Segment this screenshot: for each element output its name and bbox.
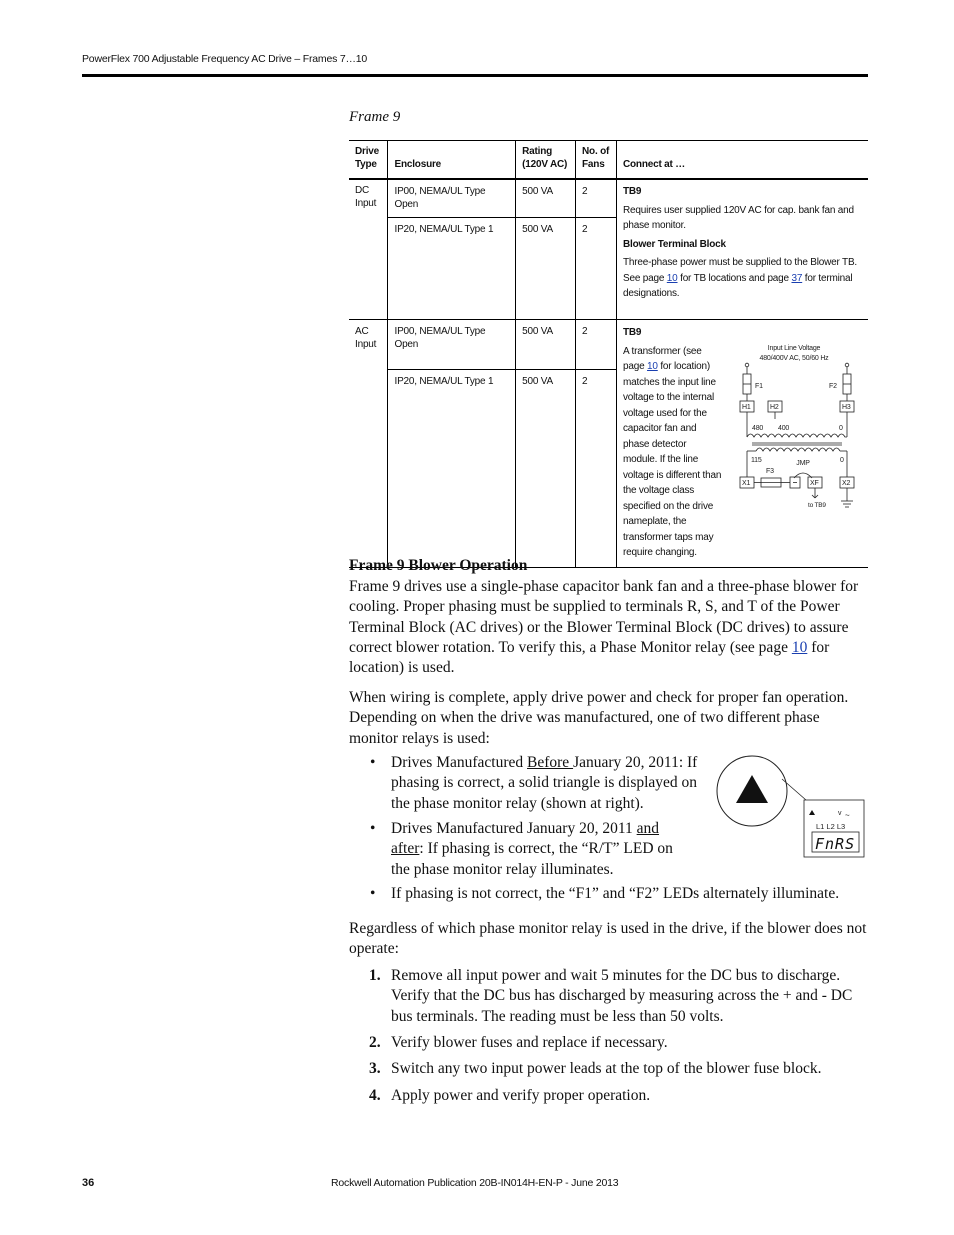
connect-ac: [617, 320, 869, 568]
table-row: [349, 320, 868, 370]
fans-cell: 2: [576, 218, 617, 320]
terminal-left: [745, 363, 749, 367]
table-header-row: [349, 141, 868, 180]
relay-display-text: FnRS: [815, 835, 856, 853]
rating-cell: 500 VA: [516, 369, 576, 567]
label-f1: F1: [755, 382, 763, 390]
col-connect: Connect at …: [617, 141, 869, 180]
transformer-wiring-diagram: [734, 341, 862, 513]
step-number: 3.: [369, 1060, 381, 1077]
step-number: 2.: [369, 1034, 381, 1051]
phase-monitor-relay-illustration: [716, 755, 868, 861]
tb9-label: TB9: [623, 327, 642, 338]
label-x2: X2: [842, 479, 851, 487]
tb9-label: TB9: [623, 186, 642, 197]
col-rating: Rating (120V AC): [516, 141, 576, 180]
jmp-label: JMP: [796, 459, 810, 467]
frame-caption: Frame 9: [349, 109, 401, 125]
page-number: 36: [82, 1177, 95, 1189]
step-text: Remove all input power and wait 5 minutes for the DC bus to discharge. Verify that the DC bus has discharged by measuring across the + and - DC bus terminals. The reading must be less than 50 volts.: [391, 967, 853, 1025]
label-f3: F3: [766, 467, 774, 475]
drive-type-dc: DC Input: [349, 179, 388, 320]
enclosure-cell: IP20, NEMA/UL Type 1: [388, 369, 516, 567]
ac-symbol-icon: ~: [845, 811, 850, 820]
bullet-dot: •: [370, 820, 376, 837]
diagram-title-1: Input Line Voltage: [767, 344, 821, 352]
frame9-fan-table: [349, 140, 868, 568]
col-enclosure: Enclosure: [388, 141, 516, 180]
section-title: Frame 9 Blower Operation: [349, 557, 528, 574]
table-row: [349, 179, 868, 218]
col-fans: No. of Fans: [576, 141, 617, 180]
transformer-text: A transformer (see page 10 for location) matches the input line voltage to the internal voltage used for the capacitor fan and phase detector module. If the line voltage is different than the voltage class specified on the drive nameplate, the transformer taps may require changing.: [623, 345, 722, 558]
step-number: 1.: [369, 967, 381, 984]
fans-cell: 2: [576, 179, 617, 218]
label-h2: H2: [770, 403, 779, 411]
page-link[interactable]: 10: [791, 638, 808, 656]
blower-tb-title: Blower Terminal Block: [623, 238, 726, 250]
page-link[interactable]: 10: [647, 361, 658, 372]
paragraph-blower-intro: Frame 9 drives use a single-phase capacitor bank fan and a three-phase blower for cooling. Proper phasing must be supplied to terminals R, S, and T of the Power Terminal Block (AC drives) or the Blower Terminal Block (DC drives) to assure correct blower rotation. To verify this, a Phase Monitor relay (see page 10 for location) is used.: [349, 578, 859, 677]
primary-winding: [747, 434, 847, 437]
bullet-dot: •: [370, 885, 376, 902]
fans-cell: 2: [576, 369, 617, 567]
relay-phase-labels: L1 L2 L3: [816, 822, 846, 831]
rating-cell: 500 VA: [516, 179, 576, 218]
bullet-dot: •: [370, 754, 376, 771]
label-h1: H1: [742, 403, 751, 411]
enclosure-cell: IP00, NEMA/UL Type Open: [388, 179, 516, 218]
page-link[interactable]: 37: [791, 272, 803, 284]
tap-480: 480: [752, 424, 764, 432]
drive-type-ac: AC Input: [349, 320, 388, 568]
tb9-text: Requires user supplied 120V AC for cap. bank fan and phase monitor.: [623, 204, 854, 231]
blower-tb-text: Three-phase power must be supplied to the Blower TB. See page 10 for TB locations and page 37 for terminal designations.: [623, 257, 857, 299]
paragraph-regardless: Regardless of which phase monitor relay is used in the drive, if the blower does not operate:: [349, 920, 867, 958]
secondary-winding: [756, 448, 840, 451]
label-xf: XF: [810, 479, 819, 487]
col-drive-type: Drive Type: [349, 141, 388, 180]
step-text: Switch any two input power leads at the top of the blower fuse block.: [391, 1060, 822, 1077]
tap-0: 0: [839, 424, 843, 432]
paragraph-wiring-complete: When wiring is complete, apply drive power and check for proper fan operation. Depending on when the drive was manufactured, one of two different phase monitor relays is used:: [349, 689, 849, 747]
terminal-right: [845, 363, 849, 367]
step-number: 4.: [369, 1087, 381, 1104]
diagram-title-2: 480/400V AC, 50/60 Hz: [759, 354, 829, 362]
running-header: PowerFlex 700 Adjustable Frequency AC Drive – Frames 7…10: [82, 53, 368, 65]
step-text: Apply power and verify proper operation.: [391, 1087, 651, 1104]
publication-footer: Rockwell Automation Publication 20B-IN014H-EN-P - June 2013: [331, 1177, 619, 1189]
label-x1: X1: [742, 479, 751, 487]
to-tb9-label: to TB9: [808, 501, 826, 509]
connect-dc: [617, 179, 869, 320]
header-rule: [82, 74, 868, 77]
relay-v-label: v: [838, 810, 842, 817]
tap-400: 400: [778, 424, 790, 432]
secondary-115: 115: [751, 456, 762, 464]
step-text: Verify blower fuses and replace if necessary.: [391, 1034, 668, 1051]
secondary-0: 0: [840, 456, 844, 464]
label-f2: F2: [829, 382, 837, 390]
fans-cell: 2: [576, 320, 617, 370]
enclosure-cell: IP20, NEMA/UL Type 1: [388, 218, 516, 320]
rating-cell: 500 VA: [516, 218, 576, 320]
page-link[interactable]: 10: [666, 272, 678, 284]
label-h3: H3: [842, 403, 851, 411]
enclosure-cell: IP00, NEMA/UL Type Open: [388, 320, 516, 370]
rating-cell: 500 VA: [516, 320, 576, 370]
step-1: [349, 966, 869, 1028]
